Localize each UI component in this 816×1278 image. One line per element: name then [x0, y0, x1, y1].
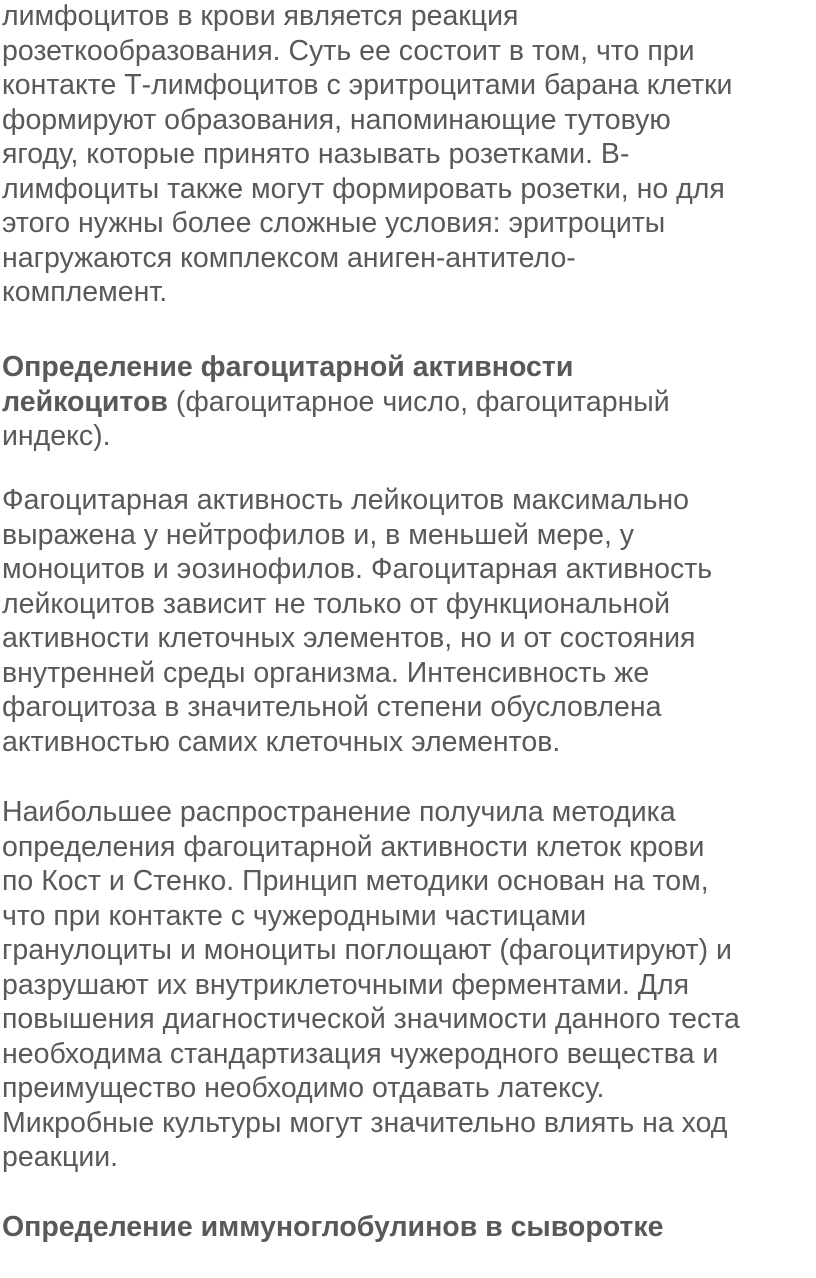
text-line: фагоцитоза в значительной степени обусловлена	[2, 691, 662, 723]
text-line: Наибольшее распространение получила методика	[2, 796, 676, 828]
text-line: Микробные культуры могут значительно влиять на ход	[2, 1106, 728, 1139]
heading-line-bold: Определение иммуноглобулинов в сыворотке	[2, 1211, 664, 1243]
text-line: активности клеточных элементов, но и от состояния	[2, 622, 696, 654]
text-line: активностью самих клеточных элементов.	[2, 725, 561, 758]
text-line: формируют образования, напоминающие тутовую	[2, 103, 671, 136]
text-line: лимфоциты также могут формировать розетки, но для	[2, 172, 725, 205]
heading-line-regular: индекс).	[2, 420, 111, 452]
heading-bold-part: лейкоцитов	[2, 385, 168, 418]
paragraph-phagocytic-description	[2, 483, 816, 759]
text-line: контакте Т-лимфоцитов с эритроцитами барана клетки	[2, 69, 733, 101]
text-line: выражена у нейтрофилов и, в меньшей мере, у	[2, 518, 635, 551]
text-line: лейкоцитов зависит не только от функциональной	[2, 587, 670, 620]
text-line: нагружаются комплексом аниген-антитело-	[2, 241, 576, 274]
text-line: повышения диагностической значимости данного теста	[2, 1003, 740, 1035]
text-line: комплемент.	[2, 276, 168, 308]
heading-regular-part: (фагоцитарное число, фагоцитарный	[167, 385, 670, 418]
text-line: внутренней среды организма. Интенсивность же	[2, 656, 650, 689]
text-line: по Кост и Стенко. Принцип методики основан на том,	[2, 865, 709, 897]
section-heading-phagocytic-activity	[2, 350, 816, 454]
text-line: моноцитов и эозинофилов. Фагоцитарная активность	[2, 553, 713, 585]
text-line: необходима стандартизация чужеродного вещества и	[2, 1037, 719, 1070]
paragraph-method-kost-stenko	[2, 795, 816, 1175]
text-line: определения фагоцитарной активности клеток крови	[2, 830, 705, 863]
text-line: Фагоцитарная активность лейкоцитов максимально	[2, 484, 690, 516]
text-line: гранулоциты и моноциты поглощают (фагоцитируют) и	[2, 934, 732, 966]
heading-line-mixed	[2, 385, 816, 420]
text-line: этого нужны более сложные условия: эритроциты	[2, 207, 666, 239]
text-line: ягоду, которые принято называть розетками. В-	[2, 138, 630, 170]
text-line: розеткообразования. Суть ее состоит в том, что при	[2, 34, 695, 67]
section-heading-immunoglobulins	[2, 1210, 816, 1245]
text-line: лимфоцитов в крови является реакция	[2, 0, 519, 32]
text-line: что при контакте с чужеродными частицами	[2, 899, 587, 932]
heading-line-bold: Определение фагоцитарной активности	[2, 351, 574, 383]
text-line: преимущество необходимо отдавать латексу.	[2, 1072, 605, 1104]
paragraph-rosette-formation	[2, 0, 816, 310]
text-line: реакции.	[2, 1141, 119, 1173]
text-line: разрушают их внутриклеточными ферментами. Для	[2, 968, 690, 1001]
